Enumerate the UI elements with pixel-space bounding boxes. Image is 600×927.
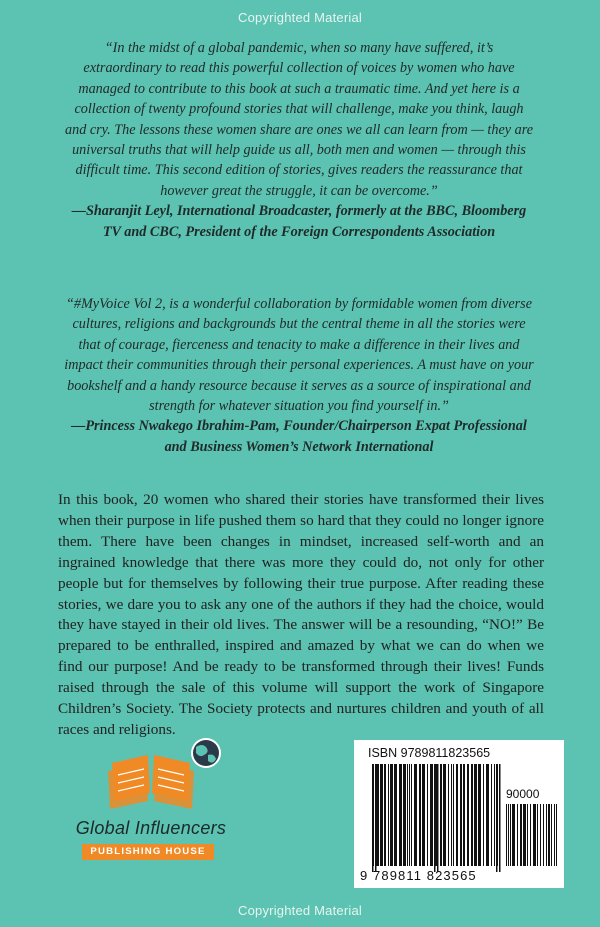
- copyright-watermark-top: Copyrighted Material: [238, 10, 362, 25]
- endorsement-quote-2: [64, 294, 534, 457]
- endorsement-quote-1: [64, 38, 534, 242]
- quote-attribution: —Sharanjit Leyl, International Broadcaster, formerly at the BBC, Bloomberg TV and CBC, President of the Foreign Correspondents Association: [71, 203, 527, 240]
- quote-text: “In the midst of a global pandemic, when so many have suffered, it’s extraordinary to read this powerful collection of voices by women who have managed to contribute to this book at such a traumatic time. And yet here is a collection of twenty profound stories that will challenge, make you think, laugh and cry. The lessons these women share are ones we all can learn from — they are universal truths that will help guide us all, both men and women — through this difficult time. This second edition of stories, gives readers the reassurance that however great the struggle, it can be overcome.”: [65, 40, 533, 199]
- quote-text: “#MyVoice Vol 2, is a wonderful collaboration by formidable women from diverse cultures, religions and backgrounds but the central theme in all the stories were that of courage, fierceness and tenacity to make a difference in their lives and impact their communities through their personal experiences. A must have on your bookshelf and a handy resource because it serves as a source of inspirational and strength for whatever situation you find yourself in.”: [64, 296, 534, 415]
- quote-attribution: —Princess Nwakego Ibrahim-Pam, Founder/Chairperson Expat Professional and Business Women’s Network International: [71, 418, 527, 455]
- isbn-label: ISBN 9789811823565: [368, 746, 491, 760]
- isbn-barcode: [354, 740, 564, 888]
- price-code: 90000: [506, 787, 540, 801]
- barcode-bars: [354, 740, 564, 888]
- book-description: In this book, 20 women who shared their stories have transformed their lives when their purpose in life pushed them so hard that they could no longer ignore them. There have been changes in mindset, increased self-worth and an ingrained knowledge that there was more they could do, not only for other people but for themselves by following their true purpose. After reading these stories, we dare you to ask any one of the authors if they had the choice, would they have stayed in their old lives. The answer will be a resounding, “NO!” Be prepared to be enthralled, inspired and amazed by what we can do when we find our purpose! And be ready to be transformed through their lives! Funds raised through the sale of this volume will support the work of Singapore Children’s Society. The Society protects and nurtures children and youth of all races and religions.: [58, 491, 544, 738]
- copyright-watermark-bottom: Copyrighted Material: [238, 903, 362, 918]
- isbn-digits: 9 789811 823565: [360, 868, 477, 883]
- publisher-name: Global Influencers: [75, 818, 227, 838]
- publisher-subtitle: PUBLISHING HOUSE: [82, 844, 214, 860]
